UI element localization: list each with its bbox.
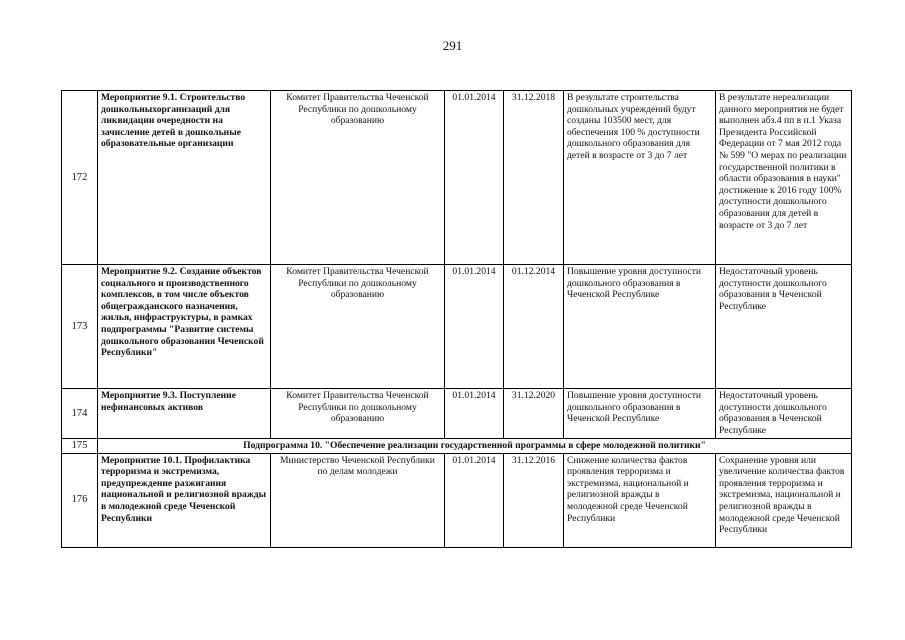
table-row — [62, 91, 852, 265]
program-measures-table — [61, 90, 852, 548]
measure-cell: Мероприятие 9.3. Поступление нефинансовых активов — [98, 389, 271, 439]
executor-cell: Министерство Чеченской Республики по делам молодежи — [271, 453, 445, 547]
row-number: 176 — [62, 453, 98, 547]
start-date-cell: 01.01.2014 — [445, 453, 504, 547]
executor-cell: Комитет Правительства Чеченской Республики по дошкольному образованию — [271, 91, 445, 265]
start-date-cell: 01.01.2014 — [445, 389, 504, 439]
end-date-cell: 31.12.2020 — [504, 389, 564, 439]
start-date-cell: 01.01.2014 — [445, 265, 504, 389]
subprogram-heading: Подпрограмма 10. "Обеспечение реализации государственной программы в сфере молодежной политики" — [98, 439, 852, 454]
table-row — [62, 265, 852, 389]
page-number: 291 — [442, 38, 463, 53]
expected-result-cell: Повышение уровня доступности дошкольного образования в Чеченской Республике — [564, 389, 716, 439]
row-number: 175 — [62, 439, 98, 454]
measure-cell: Мероприятие 9.2. Создание объектов социального и производственного комплексов, в том числе объектов общегражданского назначения, жилья, инфраструктуры, в рамках подпрограммы "Развитие системы дошкольного образования Чеченской Республики" — [98, 265, 271, 389]
expected-result-cell: Снижение количества фактов проявления терроризма и экстремизма, национальной и религиозной вражды в молодежной среде Чеченской Республики — [564, 453, 716, 547]
measure-cell: Мероприятие 10.1. Профилактика терроризма и экстремизма, предупреждение разжигания национальной и религиозной вражды в молодежной среде Чеченской Республики — [98, 453, 271, 547]
row-number: 173 — [62, 265, 98, 389]
expected-result-cell: В результате строительства дошкольных учреждений будут созданы 103500 мест, для обеспечения 100 % доступности дошкольного образования для детей в возрасте от 3 до 7 лет — [564, 91, 716, 265]
start-date-cell: 01.01.2014 — [445, 91, 504, 265]
consequence-cell: В результате нереализации данного мероприятия не будет выполнен абз.4 пп в п.1 Указа Президента Российской Федерации от 7 мая 2012 года № 599 "О мерах по реализации государственной политики в области образования в науки" достижение к 2016 году 100% доступности дошкольного образования для детей в возрасте от 3 до 7 лет — [716, 91, 852, 265]
measure-cell: Мероприятие 9.1. Строительство дошкольныхорганизаций для ликвидации очередности на зачисление детей в дошкольные образовательные организации — [98, 91, 271, 265]
end-date-cell: 31.12.2016 — [504, 453, 564, 547]
consequence-cell: Недостаточный уровень доступности дошкольного образования в Чеченской Республике — [716, 389, 852, 439]
row-number: 174 — [62, 389, 98, 439]
end-date-cell: 01.12.2014 — [504, 265, 564, 389]
consequence-cell: Недостаточный уровень доступности дошкольного образования в Чеченской Республике — [716, 265, 852, 389]
table-row — [62, 439, 852, 454]
table-row — [62, 453, 852, 547]
table-row — [62, 389, 852, 439]
expected-result-cell: Повышение уровня доступности дошкольного образования в Чеченской Республике — [564, 265, 716, 389]
consequence-cell: Сохранение уровня или увеличение количества фактов проявления терроризма и экстремизма, национальной и религиозной вражды в молодежной среде Чеченской Республики — [716, 453, 852, 547]
row-number: 172 — [62, 91, 98, 265]
executor-cell: Комитет Правительства Чеченской Республики по дошкольному образованию — [271, 389, 445, 439]
executor-cell: Комитет Правительства Чеченской Республики по дошкольному образованию — [271, 265, 445, 389]
end-date-cell: 31.12.2018 — [504, 91, 564, 265]
